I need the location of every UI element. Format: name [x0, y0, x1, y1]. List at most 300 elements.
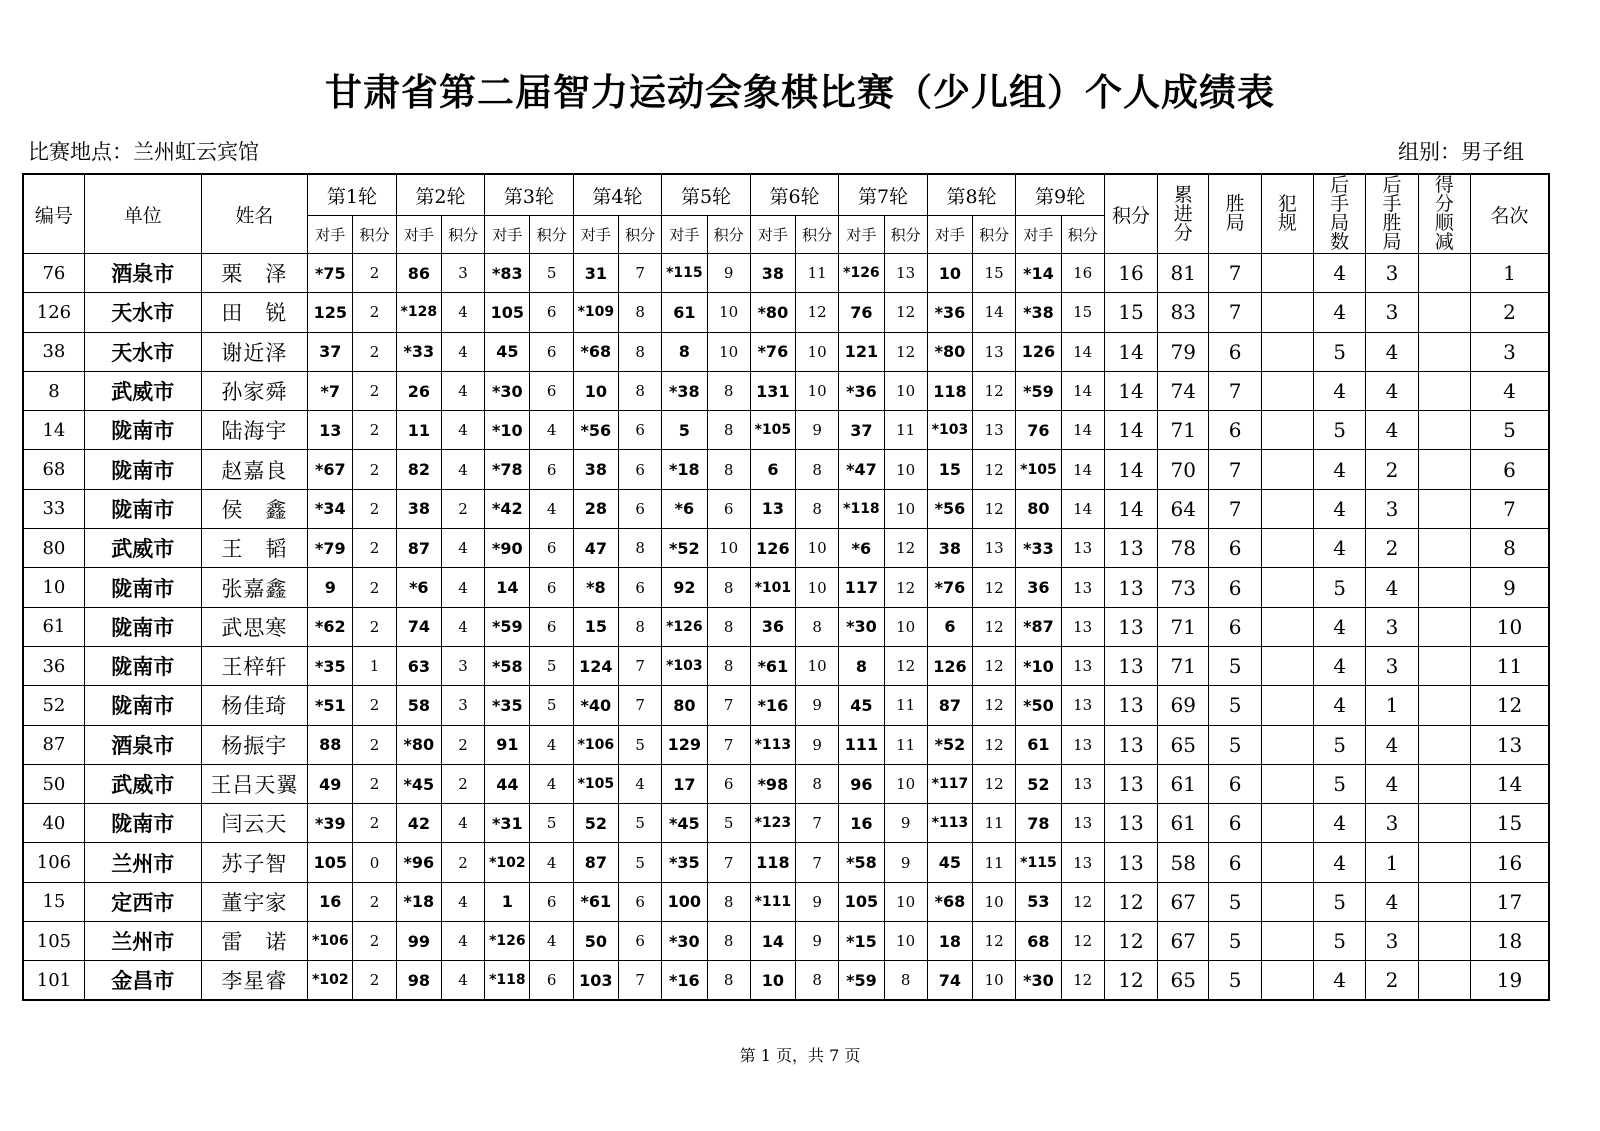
round-3-opponent: *126 [485, 922, 530, 961]
round-1-points: 2 [353, 686, 396, 725]
header-second-wins-char: 局 [1382, 231, 1402, 253]
cumulative-score: 78 [1158, 529, 1209, 568]
table-row [23, 529, 1549, 568]
rank: 4 [1470, 371, 1549, 410]
round-9-points: 14 [1061, 332, 1104, 371]
header-foul-char: 规 [1277, 212, 1297, 234]
round-8-points: 12 [973, 922, 1016, 961]
round-5-points: 10 [707, 293, 750, 332]
round-6-points: 8 [796, 764, 839, 803]
round-7-opponent: *36 [839, 371, 884, 410]
round-5-opponent: 5 [662, 411, 707, 450]
round-1-points: 2 [353, 725, 396, 764]
rank: 19 [1470, 961, 1549, 1000]
round-2-opponent: 98 [396, 961, 441, 1000]
total-score: 13 [1104, 725, 1157, 764]
round-3-points: 5 [530, 686, 573, 725]
foul-count [1261, 332, 1313, 371]
round-2-opponent: 87 [396, 529, 441, 568]
second-wins: 3 [1366, 804, 1418, 843]
round-5-points: 8 [707, 646, 750, 685]
table-row [23, 254, 1549, 293]
round-4-points: 8 [618, 607, 661, 646]
round-6-opponent: 131 [750, 371, 795, 410]
cumulative-score: 64 [1158, 489, 1209, 528]
round-4-opponent: 50 [573, 922, 618, 961]
round-6-opponent: 10 [750, 961, 795, 1000]
rank: 14 [1470, 764, 1549, 803]
round-7-points: 10 [884, 450, 927, 489]
round-2-opponent: 82 [396, 450, 441, 489]
round-7-opponent: 121 [839, 332, 884, 371]
round-9-points: 13 [1061, 568, 1104, 607]
second-games: 4 [1314, 254, 1366, 293]
player-name: 陆海宇 [201, 411, 308, 450]
round-8-opponent: 38 [927, 529, 972, 568]
player-unit: 天水市 [84, 332, 201, 371]
rank: 1 [1470, 254, 1549, 293]
round-8-points: 14 [973, 293, 1016, 332]
header-second-wins-char: 后 [1382, 174, 1402, 196]
round-5-opponent: *16 [662, 961, 707, 1000]
round-1-opponent: *7 [308, 371, 353, 410]
score-order [1418, 882, 1470, 921]
second-wins: 3 [1366, 646, 1418, 685]
table-row [23, 568, 1549, 607]
header-points: 积分 [353, 216, 396, 254]
player-number: 106 [23, 843, 84, 882]
round-8-points: 11 [973, 804, 1016, 843]
round-4-opponent: 103 [573, 961, 618, 1000]
round-1-opponent: *51 [308, 686, 353, 725]
round-4-points: 6 [618, 489, 661, 528]
round-1-opponent: *67 [308, 450, 353, 489]
cumulative-score: 69 [1158, 686, 1209, 725]
player-name: 王 韬 [201, 529, 308, 568]
round-9-opponent: *87 [1016, 607, 1061, 646]
table-row [23, 686, 1549, 725]
venue-label: 比赛地点：兰州虹云宾馆 [28, 140, 259, 164]
round-3-points: 4 [530, 764, 573, 803]
round-6-points: 7 [796, 843, 839, 882]
round-3-opponent: *102 [485, 843, 530, 882]
round-4-opponent: 87 [573, 843, 618, 882]
total-score: 13 [1104, 804, 1157, 843]
cumulative-score: 70 [1158, 450, 1209, 489]
header-wins-char: 局 [1225, 212, 1245, 234]
round-2-points: 2 [441, 725, 484, 764]
round-4-opponent: *61 [573, 882, 618, 921]
foul-count [1261, 607, 1313, 646]
round-4-points: 5 [618, 843, 661, 882]
score-order [1418, 804, 1470, 843]
second-games: 4 [1314, 293, 1366, 332]
second-wins: 2 [1366, 961, 1418, 1000]
foul-count [1261, 882, 1313, 921]
round-5-opponent: 17 [662, 764, 707, 803]
round-7-points: 10 [884, 764, 927, 803]
round-5-points: 10 [707, 529, 750, 568]
round-3-points: 6 [530, 529, 573, 568]
round-6-opponent: 6 [750, 450, 795, 489]
round-3-opponent: *58 [485, 646, 530, 685]
total-score: 13 [1104, 843, 1157, 882]
round-2-opponent: *80 [396, 725, 441, 764]
header-opponent: 对手 [573, 216, 618, 254]
header-second-games-char: 后 [1330, 174, 1350, 196]
score-order [1418, 371, 1470, 410]
second-wins: 4 [1366, 332, 1418, 371]
round-3-opponent: *10 [485, 411, 530, 450]
round-8-points: 13 [973, 332, 1016, 371]
second-games: 4 [1314, 489, 1366, 528]
round-3-opponent: *35 [485, 686, 530, 725]
round-7-opponent: 16 [839, 804, 884, 843]
round-5-points: 8 [707, 922, 750, 961]
wins-count: 6 [1209, 607, 1261, 646]
header-round-6: 第6轮 [750, 174, 839, 216]
round-5-points: 6 [707, 764, 750, 803]
table-row [23, 725, 1549, 764]
total-score: 12 [1104, 961, 1157, 1000]
round-9-opponent: *30 [1016, 961, 1061, 1000]
round-9-opponent: *14 [1016, 254, 1061, 293]
round-9-opponent: 68 [1016, 922, 1061, 961]
round-3-opponent: *59 [485, 607, 530, 646]
round-8-opponent: 10 [927, 254, 972, 293]
round-5-points: 6 [707, 489, 750, 528]
round-2-opponent: *33 [396, 332, 441, 371]
rank: 17 [1470, 882, 1549, 921]
cumulative-score: 81 [1158, 254, 1209, 293]
round-7-opponent: 96 [839, 764, 884, 803]
header-cumulative-char: 累 [1173, 183, 1193, 206]
player-number: 105 [23, 922, 84, 961]
round-2-points: 4 [441, 450, 484, 489]
round-7-opponent: 117 [839, 568, 884, 607]
round-3-opponent: 105 [485, 293, 530, 332]
round-2-opponent: *18 [396, 882, 441, 921]
round-8-points: 12 [973, 371, 1016, 410]
score-order [1418, 332, 1470, 371]
rank: 10 [1470, 607, 1549, 646]
score-order [1418, 568, 1470, 607]
player-name: 张嘉鑫 [201, 568, 308, 607]
wins-count: 7 [1209, 371, 1261, 410]
total-score: 14 [1104, 411, 1157, 450]
player-unit: 武威市 [84, 764, 201, 803]
round-4-points: 6 [618, 568, 661, 607]
player-name: 侯 鑫 [201, 489, 308, 528]
round-1-points: 1 [353, 646, 396, 685]
round-3-opponent: *31 [485, 804, 530, 843]
page-title: 甘肃省第二届智力运动会象棋比赛（少儿组）个人成绩表 [325, 71, 1275, 114]
header-round-8: 第8轮 [927, 174, 1016, 216]
round-4-points: 7 [618, 961, 661, 1000]
round-4-opponent: 10 [573, 371, 618, 410]
round-3-points: 5 [530, 646, 573, 685]
round-6-opponent: 38 [750, 254, 795, 293]
total-score: 12 [1104, 882, 1157, 921]
round-4-points: 6 [618, 922, 661, 961]
round-7-opponent: *15 [839, 922, 884, 961]
round-9-points: 16 [1061, 254, 1104, 293]
round-8-points: 15 [973, 254, 1016, 293]
page-footer: 第 1 页，共 7 页 [739, 1046, 861, 1065]
wins-count: 7 [1209, 450, 1261, 489]
round-1-opponent: *79 [308, 529, 353, 568]
round-9-points: 13 [1061, 686, 1104, 725]
round-6-points: 8 [796, 489, 839, 528]
round-1-opponent: *75 [308, 254, 353, 293]
round-9-opponent: *33 [1016, 529, 1061, 568]
second-wins: 4 [1366, 882, 1418, 921]
second-wins: 4 [1366, 764, 1418, 803]
wins-count: 6 [1209, 804, 1261, 843]
player-unit: 陇南市 [84, 450, 201, 489]
round-7-points: 12 [884, 332, 927, 371]
round-7-opponent: *30 [839, 607, 884, 646]
round-4-points: 4 [618, 764, 661, 803]
second-wins: 1 [1366, 686, 1418, 725]
round-7-opponent: 37 [839, 411, 884, 450]
rank: 7 [1470, 489, 1549, 528]
round-7-points: 10 [884, 371, 927, 410]
cumulative-score: 74 [1158, 371, 1209, 410]
round-7-points: 11 [884, 686, 927, 725]
cumulative-score: 71 [1158, 607, 1209, 646]
foul-count [1261, 489, 1313, 528]
round-9-opponent: 78 [1016, 804, 1061, 843]
player-name: 王梓轩 [201, 646, 308, 685]
cumulative-score: 61 [1158, 764, 1209, 803]
score-order [1418, 529, 1470, 568]
round-1-opponent: 125 [308, 293, 353, 332]
second-wins: 1 [1366, 843, 1418, 882]
table-row [23, 607, 1549, 646]
round-2-opponent: *96 [396, 843, 441, 882]
round-9-opponent: 76 [1016, 411, 1061, 450]
player-number: 36 [23, 646, 84, 685]
round-7-points: 10 [884, 882, 927, 921]
round-9-points: 13 [1061, 764, 1104, 803]
round-4-opponent: *8 [573, 568, 618, 607]
round-6-opponent: 13 [750, 489, 795, 528]
header-points: 积分 [796, 216, 839, 254]
round-5-points: 8 [707, 961, 750, 1000]
header-score-order-char: 减 [1434, 231, 1454, 253]
foul-count [1261, 371, 1313, 410]
player-name: 赵嘉良 [201, 450, 308, 489]
round-3-points: 4 [530, 411, 573, 450]
player-number: 126 [23, 293, 84, 332]
round-7-opponent: *58 [839, 843, 884, 882]
round-6-points: 8 [796, 961, 839, 1000]
round-3-points: 6 [530, 371, 573, 410]
round-6-points: 9 [796, 922, 839, 961]
round-5-points: 8 [707, 371, 750, 410]
player-unit: 陇南市 [84, 686, 201, 725]
round-5-opponent: 92 [662, 568, 707, 607]
round-8-points: 12 [973, 725, 1016, 764]
score-order [1418, 961, 1470, 1000]
cumulative-score: 71 [1158, 646, 1209, 685]
round-1-points: 2 [353, 411, 396, 450]
round-4-opponent: 124 [573, 646, 618, 685]
round-3-points: 4 [530, 843, 573, 882]
round-8-points: 11 [973, 843, 1016, 882]
round-9-points: 12 [1061, 882, 1104, 921]
player-unit: 兰州市 [84, 922, 201, 961]
cumulative-score: 65 [1158, 961, 1209, 1000]
round-7-points: 12 [884, 568, 927, 607]
header-round-2: 第2轮 [396, 174, 485, 216]
round-3-points: 5 [530, 804, 573, 843]
round-6-points: 9 [796, 725, 839, 764]
header-second-games-char: 局 [1330, 212, 1350, 234]
player-name: 董宇家 [201, 882, 308, 921]
round-8-points: 12 [973, 568, 1016, 607]
round-7-points: 9 [884, 804, 927, 843]
round-5-opponent: *35 [662, 843, 707, 882]
player-unit: 陇南市 [84, 804, 201, 843]
player-unit: 天水市 [84, 293, 201, 332]
round-2-points: 4 [441, 607, 484, 646]
total-score: 13 [1104, 764, 1157, 803]
rank: 13 [1470, 725, 1549, 764]
total-score: 14 [1104, 489, 1157, 528]
player-unit: 兰州市 [84, 843, 201, 882]
round-5-points: 7 [707, 843, 750, 882]
round-5-opponent: *38 [662, 371, 707, 410]
player-unit: 陇南市 [84, 411, 201, 450]
round-7-points: 12 [884, 646, 927, 685]
round-8-opponent: *103 [927, 411, 972, 450]
total-score: 13 [1104, 646, 1157, 685]
round-7-points: 12 [884, 529, 927, 568]
round-9-opponent: 61 [1016, 725, 1061, 764]
player-number: 68 [23, 450, 84, 489]
cumulative-score: 58 [1158, 843, 1209, 882]
round-1-points: 2 [353, 371, 396, 410]
player-name: 谢近泽 [201, 332, 308, 371]
round-3-opponent: *118 [485, 961, 530, 1000]
results-body [23, 254, 1549, 1001]
player-name: 苏子智 [201, 843, 308, 882]
round-8-points: 13 [973, 529, 1016, 568]
second-games: 4 [1314, 450, 1366, 489]
round-4-points: 7 [618, 254, 661, 293]
round-4-opponent: 52 [573, 804, 618, 843]
round-6-opponent: 36 [750, 607, 795, 646]
round-4-points: 8 [618, 293, 661, 332]
cumulative-score: 79 [1158, 332, 1209, 371]
score-order [1418, 646, 1470, 685]
round-6-points: 12 [796, 293, 839, 332]
round-8-opponent: *36 [927, 293, 972, 332]
header-round-4: 第4轮 [573, 174, 662, 216]
total-score: 14 [1104, 332, 1157, 371]
table-row [23, 293, 1549, 332]
header-opponent: 对手 [927, 216, 972, 254]
round-3-opponent: *30 [485, 371, 530, 410]
second-games: 4 [1314, 686, 1366, 725]
round-5-points: 5 [707, 804, 750, 843]
player-name: 栗 泽 [201, 254, 308, 293]
round-1-opponent: *62 [308, 607, 353, 646]
round-2-opponent: 74 [396, 607, 441, 646]
header-opponent: 对手 [1016, 216, 1061, 254]
round-3-points: 5 [530, 254, 573, 293]
player-name: 闫云天 [201, 804, 308, 843]
header-score-order-char: 得 [1434, 174, 1454, 196]
round-3-opponent: 44 [485, 764, 530, 803]
round-2-opponent: 11 [396, 411, 441, 450]
header-second-games-char: 数 [1330, 231, 1350, 253]
rank: 11 [1470, 646, 1549, 685]
score-order [1418, 843, 1470, 882]
rank: 5 [1470, 411, 1549, 450]
round-1-opponent: 16 [308, 882, 353, 921]
round-8-points: 12 [973, 450, 1016, 489]
second-wins: 3 [1366, 607, 1418, 646]
round-3-points: 6 [530, 450, 573, 489]
second-games: 4 [1314, 843, 1366, 882]
header-opponent: 对手 [662, 216, 707, 254]
second-games: 4 [1314, 529, 1366, 568]
round-4-opponent: *106 [573, 725, 618, 764]
cumulative-score: 73 [1158, 568, 1209, 607]
foul-count [1261, 804, 1313, 843]
round-2-opponent: 99 [396, 922, 441, 961]
round-1-opponent: 9 [308, 568, 353, 607]
group-label: 组别：男子组 [1398, 140, 1524, 164]
round-2-points: 2 [441, 764, 484, 803]
wins-count: 5 [1209, 961, 1261, 1000]
header-round-5: 第5轮 [662, 174, 751, 216]
header-points: 积分 [441, 216, 484, 254]
round-2-points: 4 [441, 293, 484, 332]
round-8-points: 12 [973, 607, 1016, 646]
second-wins: 2 [1366, 450, 1418, 489]
round-2-opponent: 63 [396, 646, 441, 685]
round-9-opponent: *59 [1016, 371, 1061, 410]
round-7-points: 13 [884, 254, 927, 293]
wins-count: 7 [1209, 293, 1261, 332]
round-4-points: 6 [618, 411, 661, 450]
round-7-points: 10 [884, 489, 927, 528]
round-1-points: 2 [353, 764, 396, 803]
foul-count [1261, 411, 1313, 450]
total-score: 13 [1104, 686, 1157, 725]
round-7-points: 11 [884, 725, 927, 764]
round-2-points: 2 [441, 489, 484, 528]
header-second-wins-char: 胜 [1382, 212, 1402, 234]
header-wins-char: 胜 [1225, 193, 1245, 215]
round-2-opponent: 42 [396, 804, 441, 843]
round-7-opponent: *47 [839, 450, 884, 489]
round-1-points: 2 [353, 293, 396, 332]
round-7-opponent: *59 [839, 961, 884, 1000]
table-row [23, 843, 1549, 882]
round-6-opponent: 118 [750, 843, 795, 882]
header-score-order [1418, 174, 1470, 254]
round-7-opponent: 105 [839, 882, 884, 921]
round-9-opponent: 126 [1016, 332, 1061, 371]
round-3-points: 6 [530, 961, 573, 1000]
round-8-opponent: *68 [927, 882, 972, 921]
round-2-points: 3 [441, 646, 484, 685]
